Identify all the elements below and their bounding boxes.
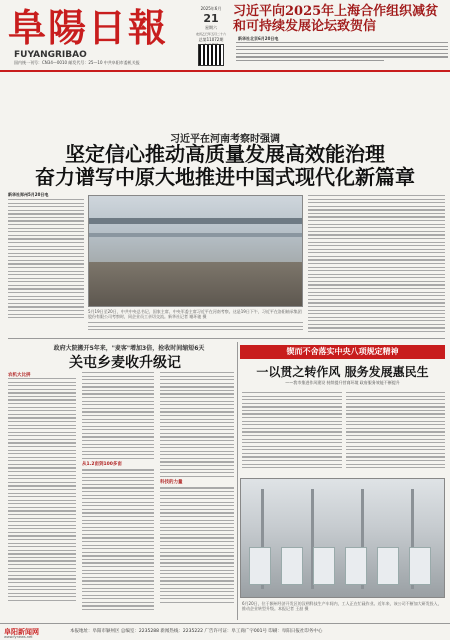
date-weekday: 星期六 bbox=[205, 25, 217, 30]
column-rule bbox=[237, 342, 238, 620]
right-body-col2 bbox=[346, 392, 445, 471]
lead-headline-line2: 奋力谱写中原大地推进中国式现代化新篇章 bbox=[35, 165, 415, 189]
footer-url: www.fynews.net bbox=[4, 635, 33, 639]
mid-body-col3 bbox=[160, 372, 234, 605]
section-rule bbox=[8, 338, 445, 339]
lead-body-under-photo bbox=[88, 322, 303, 333]
mid-body-col2 bbox=[82, 372, 154, 613]
footer-brand: 阜阳新闻网 bbox=[4, 628, 39, 636]
masthead-rule bbox=[0, 70, 450, 72]
mid-section-head: 从1.2亩到100多亩 bbox=[82, 462, 122, 468]
right-body-col1 bbox=[242, 392, 342, 471]
mid-section-head: 科技的力量 bbox=[160, 480, 183, 486]
mid-headline: 关屯乡麦收升级记 bbox=[69, 355, 181, 371]
top-story-headline: 习近平向2025年上海合作组织减贫和可持续发展论坛致贺信 bbox=[233, 4, 439, 34]
mid-section-head: 农机大比拼 bbox=[8, 373, 31, 378]
date-lunar: 农历乙巳年五月二十六 bbox=[196, 32, 227, 36]
issue-number: 总第11072期 bbox=[198, 37, 224, 42]
right-subtitle: ——我市推进作风建设 持续提升营商环境 政府服务效能不断提升 bbox=[285, 380, 400, 385]
lead-dateline: 新华社郑州5月20日电 bbox=[8, 192, 49, 197]
date-day: 21 bbox=[203, 12, 219, 25]
lead-photo bbox=[88, 195, 303, 307]
masthead-pinyin: FUYANGRIBAO bbox=[14, 50, 87, 60]
mid-kicker: 政府大院搬开5年来，"麦客"增加3倍，抢收时间缩短6天 bbox=[53, 345, 205, 352]
lead-body-right bbox=[308, 195, 445, 335]
factory-photo bbox=[240, 478, 445, 598]
factory-photo-caption: 6月20日，位于颍州经济开发区的汉朔科技生产车间内，工人正在忙碌作业。近年来，该公司不断加大研发投入，推动企业转型升级。本报记者 王喆 摄 bbox=[242, 601, 442, 611]
lead-body-left bbox=[8, 199, 84, 321]
masthead-title: 阜陽日報 bbox=[8, 5, 169, 50]
lead-photo-caption: 5月19日至20日，中共中央总书记、国家主席、中央军委主席习近平在河南考察。这是19日下午，习近平在洛阳轴承集团股份有限公司考察时，同企业员工亲切交流。新华社记者 谢环驰 摄 bbox=[88, 309, 302, 319]
masthead-meta: 国内统一刊号：CN34—0010 邮发代号：25—10 中共阜阳市委机关报 bbox=[14, 60, 140, 65]
footer bbox=[0, 623, 450, 640]
right-headline: 一以贯之转作风 服务发展惠民生 bbox=[256, 365, 429, 379]
lead-kicker: 习近平在河南考察时强调 bbox=[170, 134, 280, 145]
top-story-dateline: 新华社北京6月20日电 bbox=[238, 36, 279, 41]
right-banner: 锲而不舍落实中央八项规定精神 bbox=[240, 345, 445, 359]
date-year-month: 2025年6月 bbox=[200, 6, 222, 11]
qr-code-icon bbox=[198, 44, 224, 66]
footer-meta: 本报地址：阜阳市颍州区 总编室：2235288 新闻热线：2235222 广告许可证：阜工商广字001号 印刷：阜阳日报社印务中心 bbox=[70, 629, 323, 634]
top-story-body bbox=[236, 42, 448, 66]
mid-body-col1 bbox=[8, 372, 76, 603]
lead-headline-line1: 坚定信心推动高质量发展高效能治理 bbox=[65, 142, 385, 166]
